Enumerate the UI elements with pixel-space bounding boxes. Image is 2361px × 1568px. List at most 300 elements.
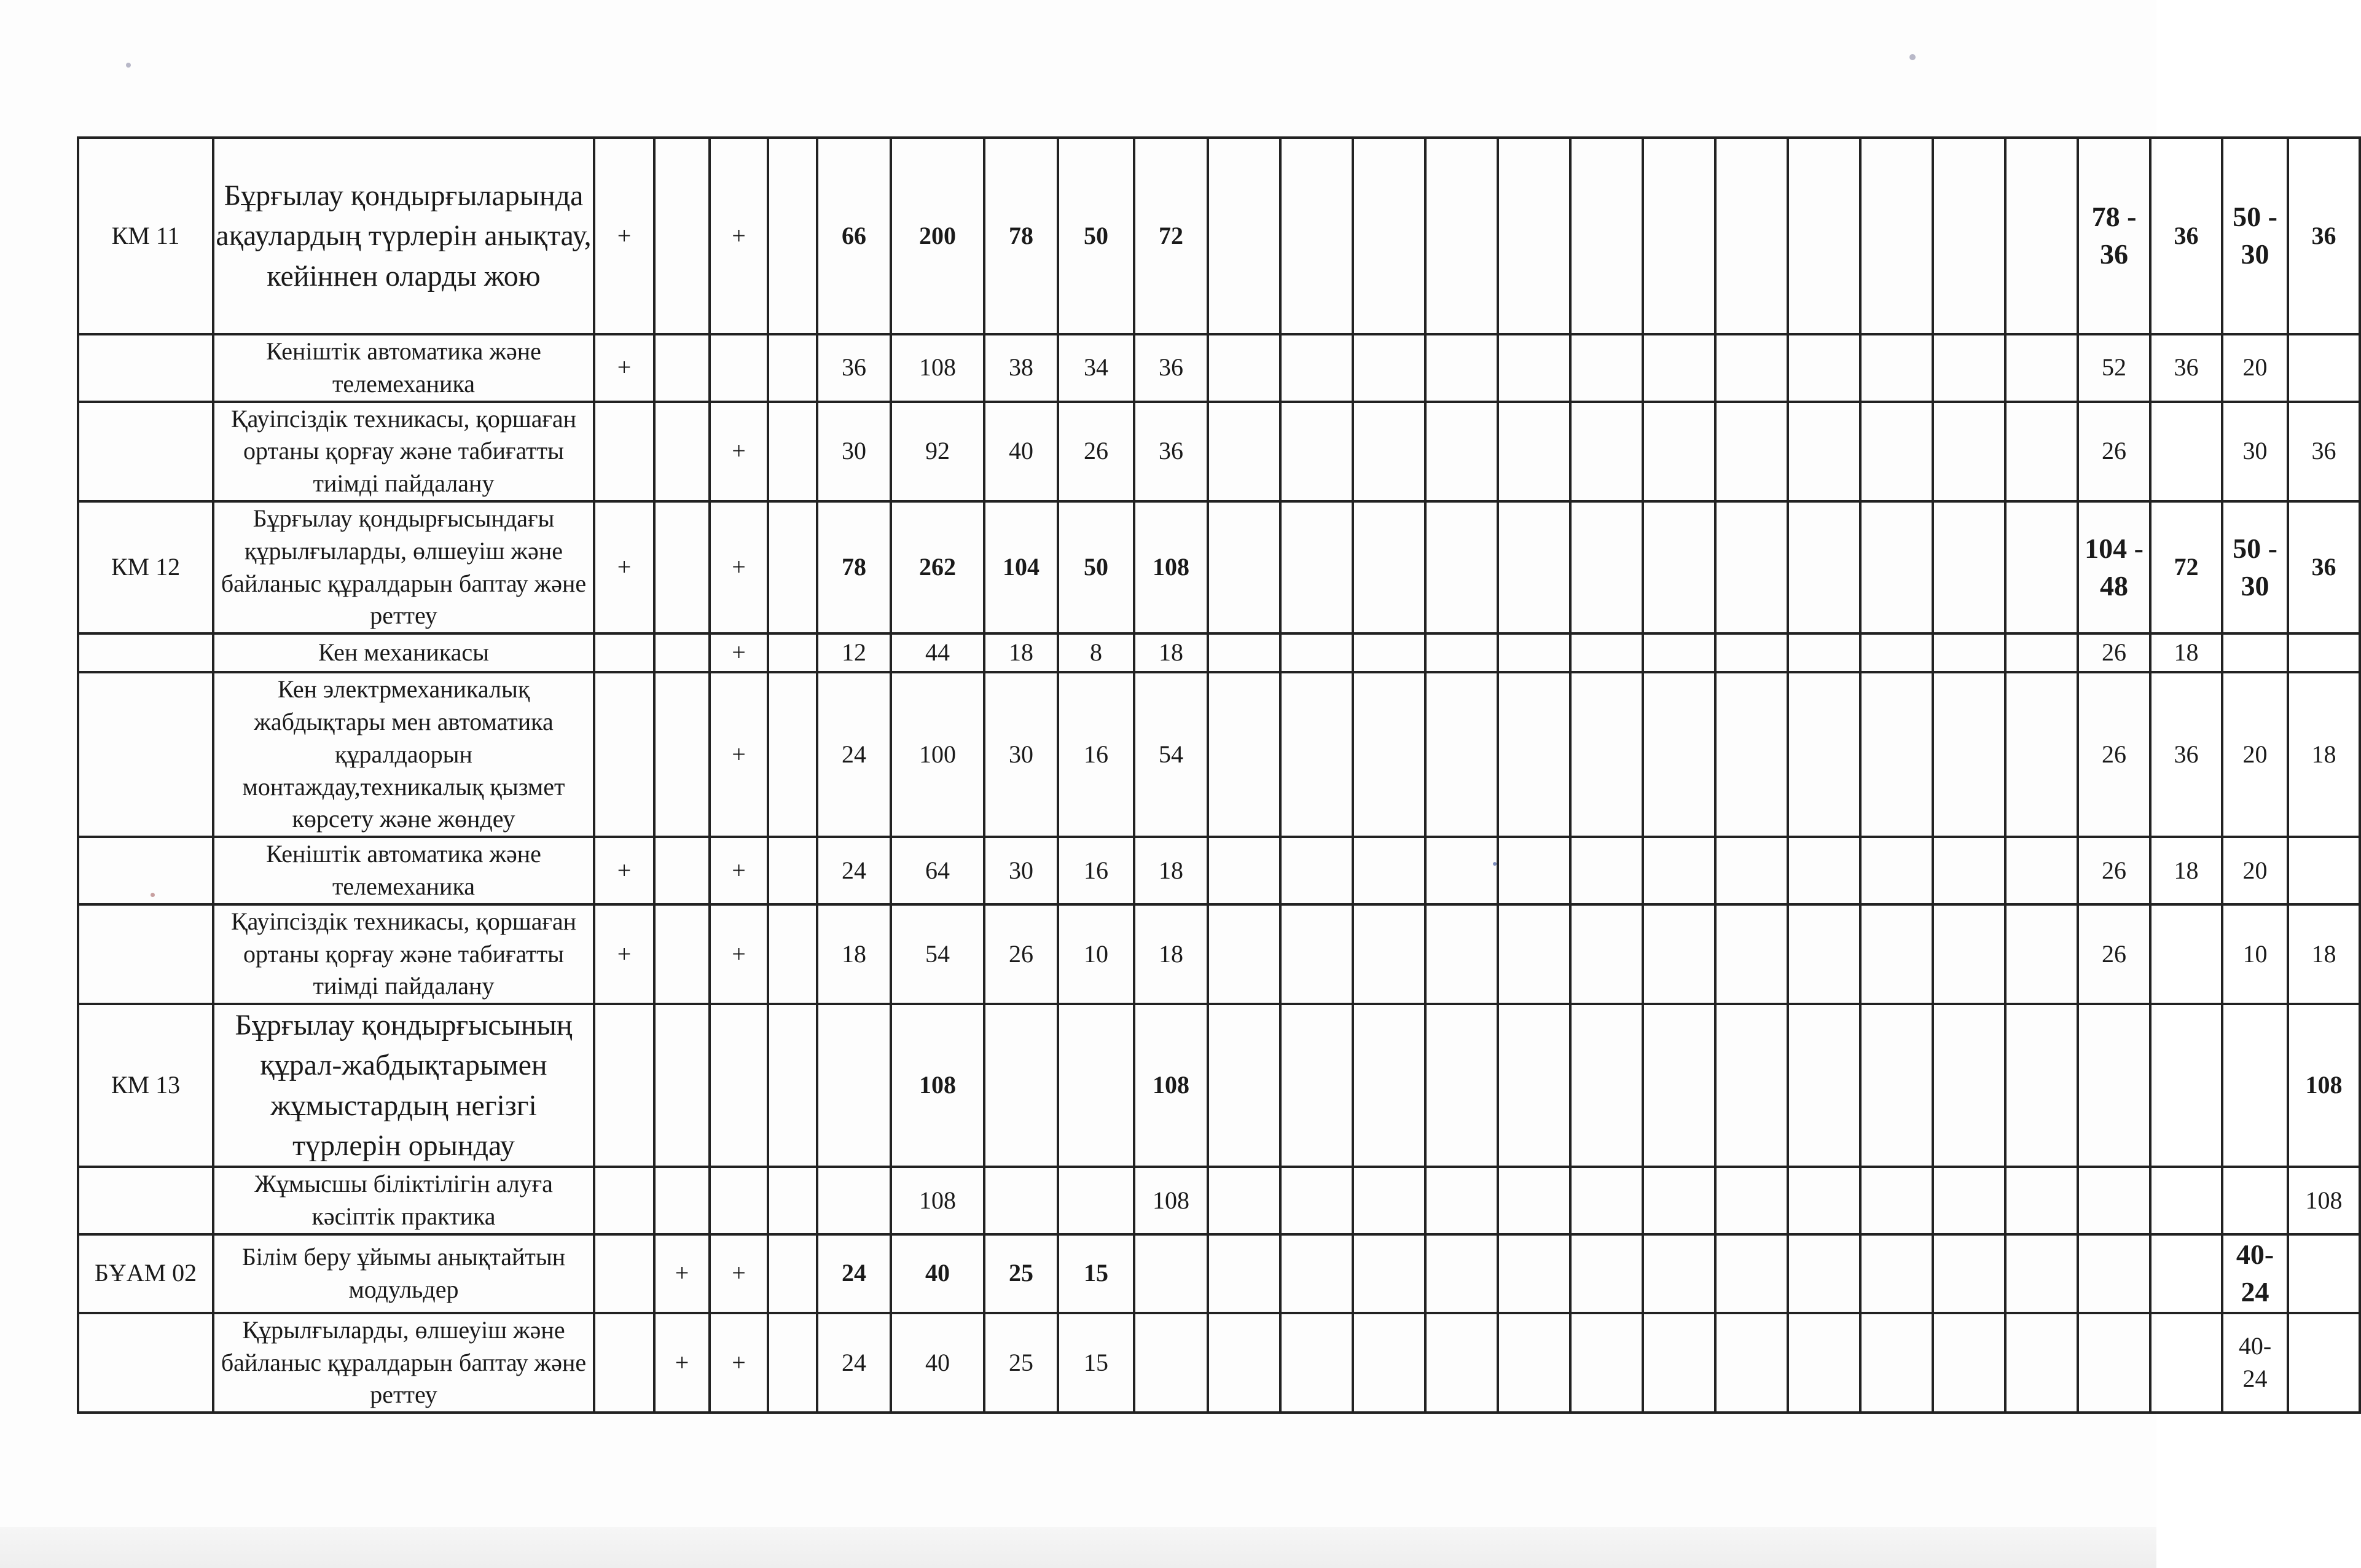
empty-cell bbox=[1570, 837, 1643, 904]
assessment-mark-cell bbox=[594, 402, 654, 501]
empty-cell bbox=[1208, 334, 1280, 402]
semester-hours-cell: 10 bbox=[2222, 904, 2288, 1004]
hours-value-cell: 54 bbox=[891, 904, 984, 1004]
empty-cell bbox=[1498, 402, 1570, 501]
table-row bbox=[78, 138, 2360, 334]
empty-cell bbox=[2005, 1004, 2078, 1167]
table-row bbox=[78, 334, 2360, 402]
empty-cell bbox=[1643, 1004, 1715, 1167]
empty-cell bbox=[1425, 402, 1498, 501]
semester-hours-cell bbox=[2222, 1167, 2288, 1234]
empty-cell bbox=[1788, 501, 1860, 633]
hours-value-cell: 18 bbox=[1134, 633, 1208, 672]
semester-hours-cell bbox=[2222, 633, 2288, 672]
hours-value-cell: 108 bbox=[1134, 501, 1208, 633]
empty-cell bbox=[1715, 633, 1788, 672]
assessment-mark-cell: + bbox=[710, 672, 768, 837]
empty-cell bbox=[1715, 837, 1788, 904]
semester-hours-cell: 104 - 48 bbox=[2078, 501, 2150, 633]
assessment-mark-cell bbox=[594, 1167, 654, 1234]
empty-cell bbox=[1643, 1234, 1715, 1313]
assessment-mark-cell bbox=[594, 1313, 654, 1413]
hours-value-cell: 24 bbox=[817, 1313, 891, 1413]
empty-cell bbox=[1280, 837, 1353, 904]
hours-value-cell: 92 bbox=[891, 402, 984, 501]
assessment-mark-cell bbox=[594, 672, 654, 837]
semester-hours-cell: 26 bbox=[2078, 904, 2150, 1004]
hours-value-cell: 12 bbox=[817, 633, 891, 672]
empty-cell bbox=[1860, 672, 1933, 837]
empty-cell bbox=[1643, 633, 1715, 672]
assessment-mark-cell: + bbox=[594, 837, 654, 904]
scan-speck bbox=[1909, 54, 1916, 60]
empty-cell bbox=[1425, 837, 1498, 904]
hours-value-cell: 108 bbox=[891, 1167, 984, 1234]
empty-cell bbox=[1933, 672, 2005, 837]
semester-hours-cell: 20 bbox=[2222, 672, 2288, 837]
hours-value-cell: 24 bbox=[817, 672, 891, 837]
semester-hours-cell: 36 bbox=[2288, 402, 2360, 501]
empty-cell bbox=[1643, 501, 1715, 633]
table-row bbox=[78, 1004, 2360, 1167]
assessment-mark-cell bbox=[768, 1167, 817, 1234]
table-row bbox=[78, 904, 2360, 1004]
module-title-cell: Кен электрмеханикалық жабдықтары мен автоматика құралдаорын монтаждау,техникалық қызмет көрсету және жөндеу bbox=[213, 672, 594, 837]
empty-cell bbox=[1208, 837, 1280, 904]
empty-cell bbox=[1643, 904, 1715, 1004]
hours-value-cell bbox=[817, 1167, 891, 1234]
hours-value-cell: 30 bbox=[984, 837, 1058, 904]
empty-cell bbox=[2005, 1234, 2078, 1313]
scan-edge-shadow bbox=[0, 1527, 2156, 1568]
assessment-mark-cell bbox=[768, 501, 817, 633]
empty-cell bbox=[1498, 837, 1570, 904]
semester-hours-cell: 52 bbox=[2078, 334, 2150, 402]
assessment-mark-cell: + bbox=[710, 138, 768, 334]
module-code-cell: КМ 11 bbox=[78, 138, 213, 334]
empty-cell bbox=[1715, 1004, 1788, 1167]
hours-value-cell: 40 bbox=[984, 402, 1058, 501]
hours-value-cell: 36 bbox=[1134, 334, 1208, 402]
empty-cell bbox=[1208, 138, 1280, 334]
empty-cell bbox=[1788, 1313, 1860, 1413]
semester-hours-cell: 18 bbox=[2288, 672, 2360, 837]
empty-cell bbox=[1933, 1313, 2005, 1413]
assessment-mark-cell bbox=[768, 334, 817, 402]
empty-cell bbox=[1425, 672, 1498, 837]
hours-value-cell: 18 bbox=[1134, 837, 1208, 904]
module-title-cell: Жұмысшы біліктілігін алуға кәсіптік практика bbox=[213, 1167, 594, 1234]
empty-cell bbox=[1498, 1313, 1570, 1413]
empty-cell bbox=[1498, 1234, 1570, 1313]
module-code-cell: БҰАМ 02 bbox=[78, 1234, 213, 1313]
empty-cell bbox=[1280, 672, 1353, 837]
empty-cell bbox=[1933, 1234, 2005, 1313]
semester-hours-cell: 50 - 30 bbox=[2222, 501, 2288, 633]
empty-cell bbox=[1498, 904, 1570, 1004]
hours-value-cell: 25 bbox=[984, 1234, 1058, 1313]
empty-cell bbox=[1788, 1167, 1860, 1234]
module-title-cell: Бұрғылау қондырғысының құрал-жабдықтарымен жұмыстардың негізгі түрлерін орындау bbox=[213, 1004, 594, 1167]
empty-cell bbox=[1498, 633, 1570, 672]
hours-value-cell: 8 bbox=[1058, 633, 1134, 672]
empty-cell bbox=[1425, 1004, 1498, 1167]
empty-cell bbox=[1570, 334, 1643, 402]
empty-cell bbox=[1353, 501, 1425, 633]
assessment-mark-cell: + bbox=[594, 501, 654, 633]
semester-hours-cell: 26 bbox=[2078, 837, 2150, 904]
empty-cell bbox=[1208, 402, 1280, 501]
module-code-cell bbox=[78, 1167, 213, 1234]
empty-cell bbox=[1643, 672, 1715, 837]
hours-value-cell: 44 bbox=[891, 633, 984, 672]
hours-value-cell: 15 bbox=[1058, 1313, 1134, 1413]
empty-cell bbox=[2005, 837, 2078, 904]
empty-cell bbox=[1788, 402, 1860, 501]
hours-value-cell bbox=[1058, 1167, 1134, 1234]
empty-cell bbox=[1280, 334, 1353, 402]
semester-hours-cell: 36 bbox=[2150, 334, 2222, 402]
module-title-cell: Қауіпсіздік техникасы, қоршаған ортаны қорғау және табиғатты тиімді пайдалану bbox=[213, 402, 594, 501]
table-row bbox=[78, 501, 2360, 633]
empty-cell bbox=[1570, 1313, 1643, 1413]
hours-value-cell: 15 bbox=[1058, 1234, 1134, 1313]
empty-cell bbox=[1715, 1234, 1788, 1313]
empty-cell bbox=[1280, 1167, 1353, 1234]
hours-value-cell: 66 bbox=[817, 138, 891, 334]
empty-cell bbox=[2005, 402, 2078, 501]
empty-cell bbox=[1933, 633, 2005, 672]
module-code-cell: КМ 12 bbox=[78, 501, 213, 633]
empty-cell bbox=[1280, 501, 1353, 633]
assessment-mark-cell bbox=[654, 501, 710, 633]
empty-cell bbox=[2005, 334, 2078, 402]
hours-value-cell: 26 bbox=[1058, 402, 1134, 501]
empty-cell bbox=[1860, 501, 1933, 633]
module-code-cell bbox=[78, 837, 213, 904]
assessment-mark-cell: + bbox=[594, 334, 654, 402]
empty-cell bbox=[1353, 402, 1425, 501]
assessment-mark-cell bbox=[654, 837, 710, 904]
semester-hours-cell: 78 - 36 bbox=[2078, 138, 2150, 334]
table-row bbox=[78, 402, 2360, 501]
module-title-cell: Кеніштік автоматика және телемеханика bbox=[213, 334, 594, 402]
semester-hours-cell bbox=[2150, 1234, 2222, 1313]
hours-value-cell: 30 bbox=[984, 672, 1058, 837]
hours-value-cell: 262 bbox=[891, 501, 984, 633]
hours-value-cell: 50 bbox=[1058, 138, 1134, 334]
hours-value-cell: 108 bbox=[1134, 1004, 1208, 1167]
hours-value-cell bbox=[984, 1167, 1058, 1234]
empty-cell bbox=[1280, 1234, 1353, 1313]
empty-cell bbox=[1570, 138, 1643, 334]
table-row bbox=[78, 1234, 2360, 1313]
assessment-mark-cell: + bbox=[654, 1313, 710, 1413]
assessment-mark-cell bbox=[654, 1167, 710, 1234]
empty-cell bbox=[1570, 633, 1643, 672]
empty-cell bbox=[1425, 138, 1498, 334]
assessment-mark-cell bbox=[768, 633, 817, 672]
empty-cell bbox=[1715, 402, 1788, 501]
semester-hours-cell: 30 bbox=[2222, 402, 2288, 501]
module-code-cell bbox=[78, 904, 213, 1004]
semester-hours-cell bbox=[2078, 1234, 2150, 1313]
empty-cell bbox=[1280, 1004, 1353, 1167]
scan-speck bbox=[126, 63, 131, 68]
assessment-mark-cell bbox=[654, 1004, 710, 1167]
assessment-mark-cell: + bbox=[710, 1234, 768, 1313]
semester-hours-cell: 36 bbox=[2288, 501, 2360, 633]
assessment-mark-cell: + bbox=[710, 1313, 768, 1413]
empty-cell bbox=[1788, 904, 1860, 1004]
hours-value-cell: 38 bbox=[984, 334, 1058, 402]
hours-value-cell: 36 bbox=[817, 334, 891, 402]
assessment-mark-cell bbox=[710, 1004, 768, 1167]
empty-cell bbox=[1425, 1234, 1498, 1313]
empty-cell bbox=[1860, 402, 1933, 501]
curriculum-table bbox=[77, 136, 2361, 1414]
table-row bbox=[78, 837, 2360, 904]
empty-cell bbox=[1788, 837, 1860, 904]
hours-value-cell: 26 bbox=[984, 904, 1058, 1004]
assessment-mark-cell bbox=[594, 633, 654, 672]
module-title-cell: Қауіпсіздік техникасы, қоршаған ортаны қорғау және табиғатты тиімді пайдалану bbox=[213, 904, 594, 1004]
empty-cell bbox=[1208, 672, 1280, 837]
empty-cell bbox=[2005, 501, 2078, 633]
table-row bbox=[78, 1167, 2360, 1234]
module-code-cell bbox=[78, 402, 213, 501]
hours-value-cell: 54 bbox=[1134, 672, 1208, 837]
empty-cell bbox=[1860, 837, 1933, 904]
module-title-cell: Бұрғылау қондырғысындағы құрылғыларды, өлшеуіш және байланыс құралдарын баптау және реттеу bbox=[213, 501, 594, 633]
hours-value-cell: 18 bbox=[984, 633, 1058, 672]
assessment-mark-cell bbox=[654, 334, 710, 402]
semester-hours-cell bbox=[2288, 1313, 2360, 1413]
table-row bbox=[78, 1313, 2360, 1413]
assessment-mark-cell: + bbox=[594, 138, 654, 334]
module-code-cell bbox=[78, 633, 213, 672]
empty-cell bbox=[1208, 1234, 1280, 1313]
empty-cell bbox=[1643, 1167, 1715, 1234]
empty-cell bbox=[1280, 904, 1353, 1004]
hours-value-cell: 78 bbox=[817, 501, 891, 633]
empty-cell bbox=[1860, 1167, 1933, 1234]
semester-hours-cell: 36 bbox=[2288, 138, 2360, 334]
module-title-cell: Кен механикасы bbox=[213, 633, 594, 672]
semester-hours-cell bbox=[2150, 1004, 2222, 1167]
semester-hours-cell: 20 bbox=[2222, 837, 2288, 904]
hours-value-cell bbox=[1058, 1004, 1134, 1167]
module-title-cell: Білім беру ұйымы анықтайтын модульдер bbox=[213, 1234, 594, 1313]
module-code-cell bbox=[78, 672, 213, 837]
assessment-mark-cell bbox=[768, 402, 817, 501]
module-title-cell: Бұрғылау қондырғыларында ақаулардың түрлерін анықтау, кейіннен оларды жою bbox=[213, 138, 594, 334]
hours-value-cell: 50 bbox=[1058, 501, 1134, 633]
empty-cell bbox=[1860, 1004, 1933, 1167]
empty-cell bbox=[1425, 334, 1498, 402]
semester-hours-cell: 20 bbox=[2222, 334, 2288, 402]
empty-cell bbox=[2005, 1313, 2078, 1413]
empty-cell bbox=[1353, 1313, 1425, 1413]
semester-hours-cell bbox=[2150, 1313, 2222, 1413]
module-title-cell: Кеніштік автоматика және телемеханика bbox=[213, 837, 594, 904]
empty-cell bbox=[1353, 138, 1425, 334]
empty-cell bbox=[1353, 1167, 1425, 1234]
semester-hours-cell bbox=[2078, 1167, 2150, 1234]
empty-cell bbox=[1570, 672, 1643, 837]
empty-cell bbox=[1860, 1234, 1933, 1313]
semester-hours-cell: 26 bbox=[2078, 633, 2150, 672]
empty-cell bbox=[1498, 1167, 1570, 1234]
assessment-mark-cell: + bbox=[710, 501, 768, 633]
assessment-mark-cell: + bbox=[710, 402, 768, 501]
module-code-cell bbox=[78, 334, 213, 402]
empty-cell bbox=[1933, 334, 2005, 402]
hours-value-cell: 24 bbox=[817, 1234, 891, 1313]
hours-value-cell: 108 bbox=[1134, 1167, 1208, 1234]
hours-value-cell: 40 bbox=[891, 1313, 984, 1413]
empty-cell bbox=[1208, 904, 1280, 1004]
semester-hours-cell bbox=[2288, 837, 2360, 904]
empty-cell bbox=[1353, 334, 1425, 402]
hours-value-cell: 40 bbox=[891, 1234, 984, 1313]
hours-value-cell: 18 bbox=[817, 904, 891, 1004]
assessment-mark-cell bbox=[654, 633, 710, 672]
hours-value-cell bbox=[1134, 1313, 1208, 1413]
assessment-mark-cell: + bbox=[710, 837, 768, 904]
empty-cell bbox=[1643, 1313, 1715, 1413]
empty-cell bbox=[1280, 1313, 1353, 1413]
empty-cell bbox=[1498, 138, 1570, 334]
empty-cell bbox=[1643, 138, 1715, 334]
empty-cell bbox=[1208, 1313, 1280, 1413]
assessment-mark-cell: + bbox=[710, 633, 768, 672]
empty-cell bbox=[1643, 402, 1715, 501]
hours-value-cell bbox=[1134, 1234, 1208, 1313]
semester-hours-cell: 72 bbox=[2150, 501, 2222, 633]
empty-cell bbox=[1353, 1234, 1425, 1313]
empty-cell bbox=[1715, 501, 1788, 633]
empty-cell bbox=[1933, 402, 2005, 501]
hours-value-cell: 24 bbox=[817, 837, 891, 904]
module-title-cell: Құрылғыларды, өлшеуіш және байланыс құралдарын баптау және реттеу bbox=[213, 1313, 594, 1413]
semester-hours-cell: 40- 24 bbox=[2222, 1313, 2288, 1413]
empty-cell bbox=[1425, 1313, 1498, 1413]
empty-cell bbox=[1715, 672, 1788, 837]
assessment-mark-cell bbox=[654, 402, 710, 501]
empty-cell bbox=[1353, 837, 1425, 904]
empty-cell bbox=[1425, 633, 1498, 672]
assessment-mark-cell bbox=[768, 1313, 817, 1413]
hours-value-cell: 34 bbox=[1058, 334, 1134, 402]
empty-cell bbox=[1498, 334, 1570, 402]
empty-cell bbox=[1498, 501, 1570, 633]
semester-hours-cell bbox=[2150, 904, 2222, 1004]
empty-cell bbox=[1353, 904, 1425, 1004]
empty-cell bbox=[1860, 904, 1933, 1004]
empty-cell bbox=[1208, 501, 1280, 633]
empty-cell bbox=[1860, 633, 1933, 672]
module-code-cell: КМ 13 bbox=[78, 1004, 213, 1167]
hours-value-cell: 108 bbox=[891, 1004, 984, 1167]
semester-hours-cell: 26 bbox=[2078, 402, 2150, 501]
empty-cell bbox=[1933, 904, 2005, 1004]
empty-cell bbox=[1570, 1167, 1643, 1234]
semester-hours-cell: 36 bbox=[2150, 138, 2222, 334]
empty-cell bbox=[1280, 633, 1353, 672]
semester-hours-cell bbox=[2150, 402, 2222, 501]
empty-cell bbox=[1208, 1004, 1280, 1167]
empty-cell bbox=[1208, 1167, 1280, 1234]
empty-cell bbox=[1715, 1313, 1788, 1413]
hours-value-cell: 200 bbox=[891, 138, 984, 334]
empty-cell bbox=[1933, 501, 2005, 633]
empty-cell bbox=[1788, 334, 1860, 402]
hours-value-cell: 100 bbox=[891, 672, 984, 837]
hours-value-cell: 108 bbox=[891, 334, 984, 402]
semester-hours-cell: 18 bbox=[2150, 837, 2222, 904]
empty-cell bbox=[1860, 1313, 1933, 1413]
hours-value-cell: 36 bbox=[1134, 402, 1208, 501]
empty-cell bbox=[1425, 904, 1498, 1004]
empty-cell bbox=[1498, 1004, 1570, 1167]
empty-cell bbox=[1643, 837, 1715, 904]
empty-cell bbox=[1570, 501, 1643, 633]
empty-cell bbox=[1788, 633, 1860, 672]
empty-cell bbox=[2005, 633, 2078, 672]
empty-cell bbox=[1715, 904, 1788, 1004]
semester-hours-cell: 50 - 30 bbox=[2222, 138, 2288, 334]
hours-value-cell: 72 bbox=[1134, 138, 1208, 334]
hours-value-cell: 18 bbox=[1134, 904, 1208, 1004]
empty-cell bbox=[1425, 501, 1498, 633]
semester-hours-cell bbox=[2150, 1167, 2222, 1234]
semester-hours-cell: 18 bbox=[2288, 904, 2360, 1004]
semester-hours-cell: 40- 24 bbox=[2222, 1234, 2288, 1313]
semester-hours-cell: 18 bbox=[2150, 633, 2222, 672]
semester-hours-cell: 26 bbox=[2078, 672, 2150, 837]
semester-hours-cell: 108 bbox=[2288, 1167, 2360, 1234]
assessment-mark-cell bbox=[710, 1167, 768, 1234]
empty-cell bbox=[2005, 138, 2078, 334]
hours-value-cell: 16 bbox=[1058, 837, 1134, 904]
hours-value-cell: 78 bbox=[984, 138, 1058, 334]
empty-cell bbox=[1570, 1004, 1643, 1167]
empty-cell bbox=[1715, 1167, 1788, 1234]
semester-hours-cell: 108 bbox=[2288, 1004, 2360, 1167]
empty-cell bbox=[1933, 138, 2005, 334]
semester-hours-cell bbox=[2078, 1313, 2150, 1413]
assessment-mark-cell bbox=[768, 1004, 817, 1167]
table-row bbox=[78, 672, 2360, 837]
empty-cell bbox=[1788, 1004, 1860, 1167]
assessment-mark-cell bbox=[654, 672, 710, 837]
empty-cell bbox=[1788, 1234, 1860, 1313]
empty-cell bbox=[1788, 138, 1860, 334]
semester-hours-cell bbox=[2222, 1004, 2288, 1167]
assessment-mark-cell bbox=[768, 1234, 817, 1313]
empty-cell bbox=[1933, 1004, 2005, 1167]
empty-cell bbox=[2005, 672, 2078, 837]
empty-cell bbox=[1570, 904, 1643, 1004]
hours-value-cell: 10 bbox=[1058, 904, 1134, 1004]
assessment-mark-cell bbox=[654, 138, 710, 334]
empty-cell bbox=[1570, 402, 1643, 501]
empty-cell bbox=[1208, 633, 1280, 672]
hours-value-cell bbox=[817, 1004, 891, 1167]
assessment-mark-cell: + bbox=[594, 904, 654, 1004]
hours-value-cell: 16 bbox=[1058, 672, 1134, 837]
